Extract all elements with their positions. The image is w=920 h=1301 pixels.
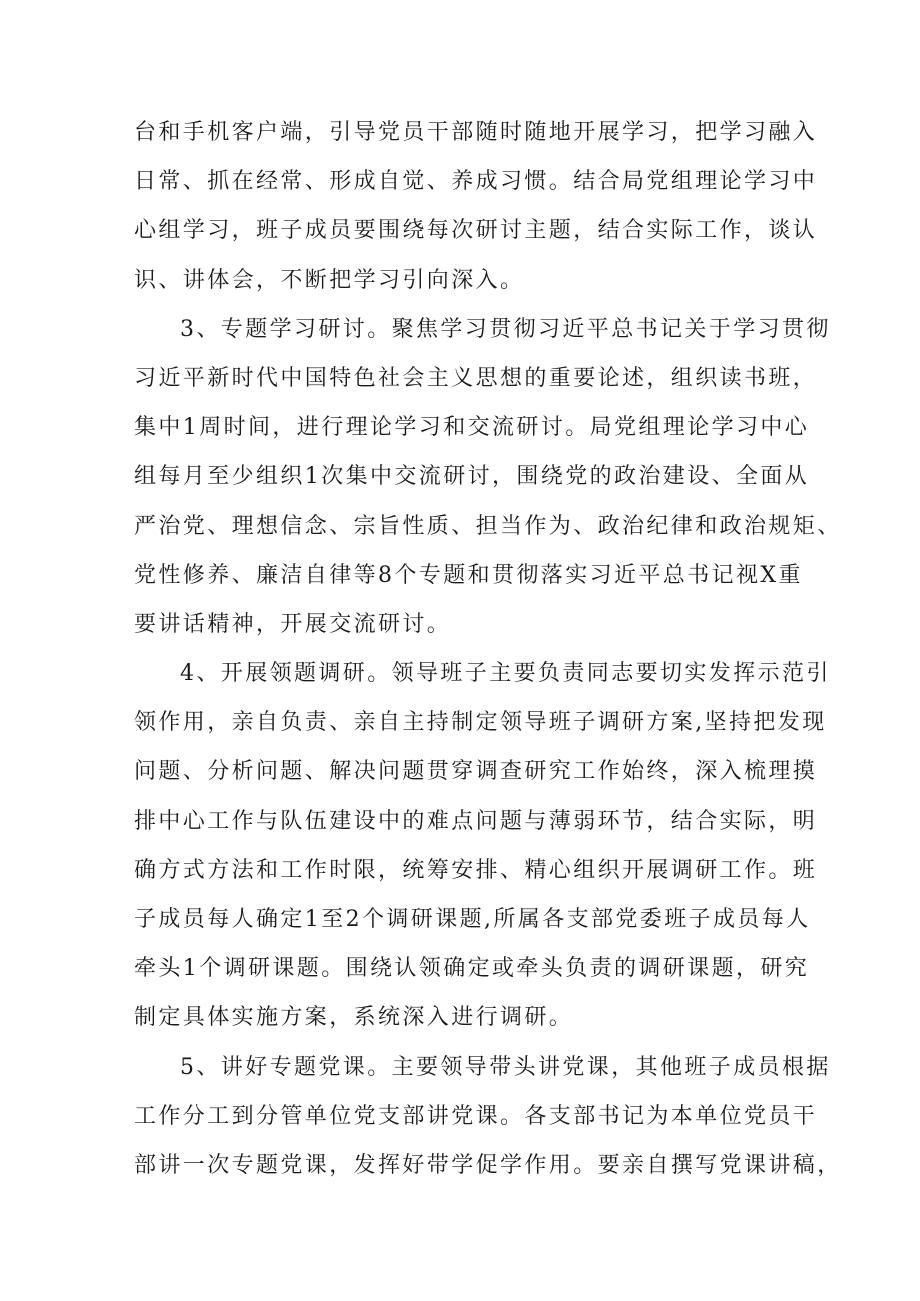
text-line: 要讲话精神，开展交流研讨。 — [134, 611, 452, 637]
text-line: 问题、分析问题、解决问题贯穿调查研究工作始终，深入梳理摸 — [134, 759, 818, 785]
text-line: 心组学习，班子成员要围绕每次研讨主题，结合实际工作，谈认 — [134, 218, 818, 244]
text-line: 习近平新时代中国特色社会主义思想的重要论述，组织读书班， — [134, 365, 818, 391]
paragraph-first-line: 5、讲好专题党课。主要领导带头讲党课，其他班子成员根据 — [180, 1054, 831, 1080]
text-line: 日常、抓在经常、形成自觉、养成习惯。结合局党组理论学习中 — [134, 169, 818, 195]
text-line: 子成员每人确定1至2个调研课题,所属各支部党委班子成员每人 — [134, 907, 811, 932]
text-line: 确方式方法和工作时限，统筹安排、精心组织开展调研工作。班 — [134, 857, 818, 883]
text-line: 严治党、理想信念、宗旨性质、担当作为、政治纪律和政治规矩、 — [134, 513, 842, 539]
text-line: 制定具体实施方案，系统深入进行调研。 — [134, 1005, 574, 1031]
text-line: 领作用，亲自负责、亲自主持制定领导班子调研方案,坚持把发现 — [134, 710, 827, 736]
text-line: 排中心工作与队伍建设中的难点问题与薄弱环节，结合实际，明 — [134, 808, 818, 834]
text-line: 党性修养、廉洁自律等8个专题和贯彻落实习近平总书记视X重 — [134, 562, 803, 588]
text-line: 台和手机客户端，引导党员干部随时随地开展学习，把学习融入 — [134, 120, 818, 145]
document-body — [134, 108, 842, 1190]
text-line: 部讲一次专题党课，发挥好带学促学作用。要亲自撰写党课讲稿， — [134, 1152, 842, 1178]
text-line: 组每月至少组织1次集中交流研讨，围绕党的政治建设、全面从 — [134, 464, 810, 490]
text-line: 识、讲体会，不断把学习引向深入。 — [134, 267, 525, 293]
paragraph-first-line: 3、专题学习研讨。聚焦学习贯彻习近平总书记关于学习贯彻 — [180, 316, 831, 342]
paragraph-first-line: 4、开展领题调研。领导班子主要负责同志要切实发挥示范引 — [180, 661, 831, 687]
text-line: 集中1周时间，进行理论学习和交流研讨。局党组理论学习中心 — [134, 415, 810, 441]
text-line: 牵头1个调研课题。围绕认领确定或牵头负责的调研课题，研究 — [134, 956, 810, 982]
text-line: 工作分工到分管单位党支部讲党课。各支部书记为本单位党员干 — [134, 1103, 818, 1129]
